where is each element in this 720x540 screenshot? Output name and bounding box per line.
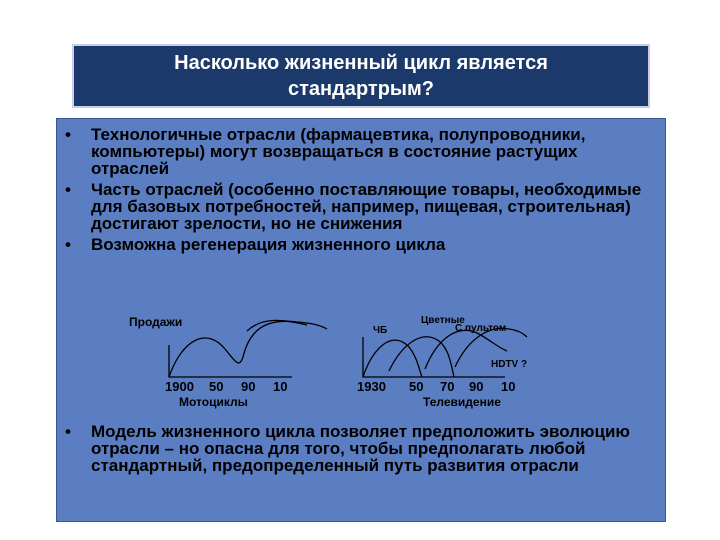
moto-tick: 90 [241, 379, 256, 394]
tv-label-color: Цветные [421, 315, 465, 326]
tv-tick: 90 [469, 379, 484, 394]
moto-tick: 10 [273, 379, 288, 394]
bullet-item: • Часть отраслей (особенно поставляющие товары, необходимые для базовых потребностей, например, пищевая, строительная) достигают зрелости, но не снижения [57, 181, 665, 232]
tv-label-bw: ЧБ [373, 325, 388, 336]
tv-curve-color [389, 337, 454, 377]
tv-label-hdtv: HDTV ? [491, 359, 528, 370]
slide-title-line1: Насколько жизненный цикл является [174, 52, 548, 74]
bullet-item: • Технологичные отрасли (фармацевтика, полупроводники, компьютеры) могут возвращаться в состояние растущих отраслей [57, 126, 665, 177]
moto-ylabel: Продажи [129, 315, 183, 329]
tv-caption: Телевидение [423, 395, 501, 409]
bullet-item: • Модель жизненного цикла позволяет предположить эволюцию отрасли – но опасна для того, чтобы предполагать любой стандартный, предопределенный путь развития отрасли [57, 423, 665, 474]
slide-title [72, 44, 650, 108]
tv-tick: 10 [501, 379, 516, 394]
tv-tick: 50 [409, 379, 424, 394]
tv-tick: 70 [440, 379, 455, 394]
bullet-item: • Возможна регенерация жизненного цикла [57, 236, 665, 253]
moto-tick: 50 [209, 379, 224, 394]
tv-tick: 1930 [357, 379, 386, 394]
bullet-list-bottom [57, 423, 665, 478]
slide-title-line2: стандартрым? [288, 78, 434, 100]
content-panel [56, 118, 666, 522]
tv-y-axis [363, 337, 505, 377]
tv-label-remote: С пультом [455, 323, 507, 334]
moto-caption: Мотоциклы [179, 395, 248, 409]
moto-y-axis [169, 345, 292, 377]
tv-curve-bw [363, 340, 422, 377]
moto-tick: 1900 [165, 379, 194, 394]
